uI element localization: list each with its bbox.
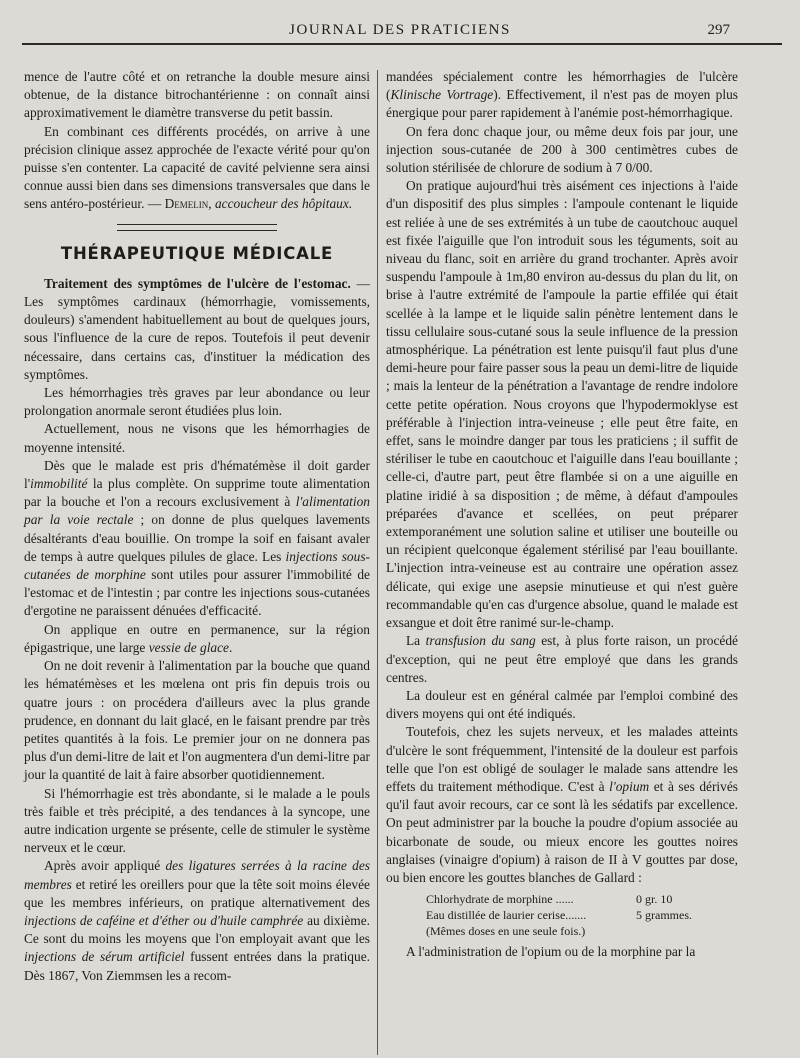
ingredient-name: Eau distillée de laurier cerise....... [426,908,587,923]
prescription-line [426,891,738,907]
paragraph: mence de l'autre côté et on retranche la double mesure ainsi obtenue, de la distance bitrochantérienne : on connaît ainsi approximativement le diamètre transverse du petit bassin. [24,69,370,121]
paragraph: A l'administration de l'opium ou de la morphine par la [406,944,696,960]
page-number: 297 [707,22,730,38]
section-heading: THÉRAPEUTIQUE MÉDICALE [60,243,334,263]
right-column [386,68,738,961]
column-divider [377,70,378,1055]
paragraph: La transfusion du sang est, à plus forte raison, un procédé d'exception, qui ne peut être employé que dans les grands centres. [386,633,738,685]
paragraph: Les hémorrhagies très graves par leur abondance ou leur prolongation anormale seront étudiées plus loin. [24,385,370,419]
prescription-line [426,907,738,923]
ingredient-dose: 5 grammes. [636,908,692,923]
ingredient-dose: 0 gr. 10 [636,892,673,907]
paragraph: On ne doit revenir à l'alimentation par la bouche que quand les hématémèses et les mœlena ont pris fin depuis trois ou quatre jours : on procédera d'ailleurs avec la plus grande prudence, en donnant du lait glacé, en le faisant prendre par très petites quantités à la fois. Le premier jour on ne donnera pas plus d'un demi-litre de lait et l'on augmentera d'un demi-litre par jour la quantité de lait à faire absorber quotidiennement. [24,658,370,783]
paragraph: Si l'hémorrhagie est très abondante, si le malade a le pouls très faible et très précipité, a des tendances à la syncope, une autre indication urgente se présente, celle de stimuler le système nerveux et le cœur. [24,785,370,856]
paragraph: On pratique aujourd'hui très aisément ces injections à l'aide d'un dispositif des plus simples : l'ampoule contenant le liquide est reliée à une de ses extrémités à un tube de caoutchouc auquel est fixée l'aiguille que l'on introduit sous les téguments, soit au niveau du flanc, soit en arrière du grand trochanter. Après avoir suspendu l'ampoule à 1m,80 environ au-dessus du plan du lit, on brise à l'autre extrémité de l'ampoule la partie effilée qui était scellée à la lampe et le liquide salin pénètre lentement dans le tissu cellulaire sous-cutané sous la seule influence de la pression atmosphérique. La pénétration est lente puisqu'il faut plus d'une demi-heure pour faire passer sous la peau un demi-litre de liquide ; mais la lenteur de la pénétration a l'avantage de rendre indolore cette petite opération. Nous croyons que l'hypodermoklyse est préférable à l'injection intra-veineuse ; elle peut être faite, en effet, sans le moindre danger par tous les praticiens ; il suffit de stériliser le tube en caoutchouc et l'aiguille dans l'eau bouillante ; celle-ci, d'autre part, peut être flambée si on a une aiguille en platine iridié à sa disposition ; de même, à défaut d'ampoules préparées d'avance et scellées, on peut préparer extemporanément une solution saline et utiliser une bouteille ou un récipient quelconque également stérilisé par l'eau bouillante. L'injection intra-veineuse est au contraire une opération assez délicate, qui exige une asepsie minutieuse et qui n'est guère recommandable qu'en cas d'urgence absolue, quand le malade est exsangue et doit être ranimé sur-le-champ. [386,178,738,631]
paragraph: Traitement des symptômes de l'ulcère de l'estomac. — Les symptômes cardinaux (hémorrhagie, vomissements, douleurs) s'amendent habituellement au bout de quelques jours, sous l'influence de la cure de repos. Toutefois il peut devenir nécessaire, dans certains cas, d'instituer la médication des symptômes. [24,275,370,382]
left-column [24,68,370,985]
paragraph: Après avoir appliqué des ligatures serrées à la racine des membres et retiré les oreillers pour que la tête soit moins élevée que les membres inférieurs, on pratique alternativement des injections de caféine et d'éther ou d'huile camphrée au dixième. Ce sont du moins les moyens que l'on employait avant que les injections de sérum artificiel fussent entrées dans la pratique. Dès 1867, Von Ziemmsen les a recom- [24,858,370,983]
journal-title: JOURNAL DES PRATICIENS [289,22,511,38]
author-name: Demelin, [164,196,212,212]
paragraph: Dès que le malade est pris d'hématémèse il doit garder l'immobilité la plus complète. On supprime toute alimentation par la bouche et l'on a recours exclusivement à l'alimentation par la voie rectale ; on donne de plus quelques lavements désaltérants d'eau bouillie. On trompe la soif en faisant avaler de temps à autre quelques pilules de glace. Les injections sous-cutanées de morphine sont utiles pour assurer l'immobilité de l'estomac et de l'intestin ; par contre les injections sous-cutanées d'ergotine ne paraissent dénuées d'efficacité. [24,457,371,619]
article-lead-title: Traitement des symptômes de l'ulcère de l'estomac. [44,275,351,291]
prescription-note: (Mêmes doses en une seule fois.) [426,924,586,939]
section-rule [117,224,277,231]
paragraph: On fera donc chaque jour, ou même deux fois par jour, une injection sous-cutanée de 200 à 300 centimètres cubes de solution stérilisée de chlorure de sodium à 7 0/00. [386,123,738,176]
paragraph: En combinant ces différents procédés, on arrive à une précision clinique assez approchée de l'exacte vérité pour qu'on puisse s'en contenter. La capacité de cavité pelvienne sera ainsi connue aussi bien dans ses dimensions transversales que dans le sens antéro-postérieur. — Demelin, accoucheur des hôpitaux. [24,123,370,212]
header-rule [22,43,782,45]
author-role: accoucheur des hôpitaux. [214,196,353,212]
paragraph: On applique en outre en permanence, sur la région épigastrique, une large vessie de glace. [24,621,370,655]
paragraph: La douleur est en général calmée par l'emploi combiné des divers moyens qui ont été indiqués. [386,687,738,722]
running-head [0,0,800,44]
prescription [426,891,738,939]
paragraph: Actuellement, nous ne visons que les hémorrhagies de moyenne intensité. [24,421,370,455]
ingredient-name: Chlorhydrate de morphine ...... [426,892,574,907]
paragraph: Toutefois, chez les sujets nerveux, et les malades atteints d'ulcère le sont fréquemment, l'intensité de la douleur est parfois telle que l'on est obligé de soulager le malade sans attendre les effets du traitement méthodique. C'est à l'opium et à ses dérivés qu'il faut avoir recours, car ce sont là les sédatifs par excellence. On peut administrer par la bouche la poudre d'opium associée au bicarbonate de soude, ou mieux encore les gouttes noires anglaises (vinaigre d'opium) à raison de II à V gouttes par dose, ou bien encore les gouttes blanches de Gallard : [386,724,738,885]
paragraph: mandées spécialement contre les hémorrhagies de l'ulcère (Klinische Vortrage). Effectivement, il n'est pas de moyen plus énergique pour parer rapidement à l'anémie post-hémorrhagique. [386,69,738,121]
